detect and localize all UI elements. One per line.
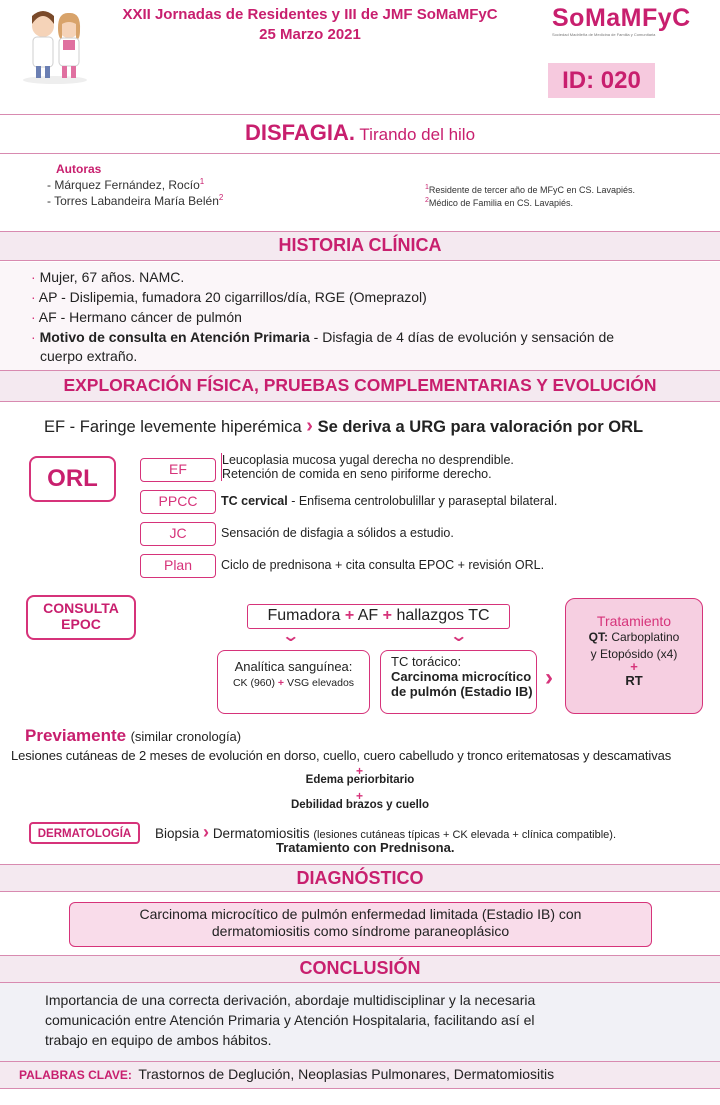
exploracion-title: EXPLORACIÓN FÍSICA, PRUEBAS COMPLEMENTARIAS Y EVOLUCIÓN xyxy=(63,375,657,395)
orl-tag-ppcc: PPCC xyxy=(140,490,216,514)
affiliation-2: $^2$Médico de Familia en CS. Lavapiés. xyxy=(425,197,573,208)
chevron-right-icon: › xyxy=(545,664,553,691)
author-2: - Torres Labandeira María Belén$^2$ xyxy=(47,193,224,208)
edema-text: Edema periorbitario xyxy=(305,774,415,786)
conclusion-title: CONCLUSIÓN xyxy=(299,958,421,978)
orl-tag-plan: Plan xyxy=(140,554,216,578)
orl-ef-text: Leucoplasia mucosa yugal derecha no desprendible. Retención de comida en seno piriforme derecho. xyxy=(222,453,514,481)
conclusion-line: trabajo en equipo de ambos hábitos. xyxy=(45,1032,272,1048)
chevron-right-icon: › xyxy=(306,415,313,437)
dermatologia-box: DERMATOLOGÍA xyxy=(29,822,140,844)
plus-sign: + xyxy=(356,764,364,778)
historia-motivo: · Motivo de consulta en Atención Primaria - Disfagia de 4 días de evolución y sensación de xyxy=(31,329,615,345)
chevron-down-icon: ⌄ xyxy=(449,628,469,645)
analitica-box: Analítica sanguínea: CK (960) + VSG elevados xyxy=(217,650,370,714)
consulta-epoc-box xyxy=(26,595,136,640)
ef-line: EF - Faringe levemente hiperémica › Se deriva a URG para valoración por ORL xyxy=(44,415,644,437)
historia-motivo-cont: cuerpo extraño. xyxy=(40,348,138,364)
fumadora-box: Fumadora + AF + hallazgos TC xyxy=(247,604,510,629)
orl-jc-text: Sensación de disfagia a sólidos a estudio. xyxy=(221,526,454,540)
previamente-title: Previamente (similar cronología) xyxy=(25,726,242,745)
logo-subtitle: Sociedad Madrileña de Medicina de Familia y Comunitaria xyxy=(552,32,656,37)
somamfyc-logo xyxy=(552,4,718,44)
doctors-illustration xyxy=(14,4,96,86)
header-title: XXII Jornadas de Residentes y III de JMF SoMaMFyC xyxy=(122,6,498,23)
historia-item: · AP - Dislipemia, fumadora 20 cigarrillos/día, RGE (Omeprazol) xyxy=(31,289,427,305)
epoc-label-2: EPOC xyxy=(61,616,101,632)
diagnostico-title: DIAGNÓSTICO xyxy=(296,868,424,888)
lesiones-text: Lesiones cutáneas de 2 meses de evolución en dorso, cuello, cuero cabelludo y tronco eritematosas y descamativas xyxy=(11,748,672,763)
title-sub: Tirando del hilo xyxy=(359,125,476,144)
derm-tratamiento: Tratamiento con Prednisona. xyxy=(276,840,455,855)
chevron-right-icon: › xyxy=(203,822,210,842)
debilidad-text: Debilidad brazos y cuello xyxy=(290,799,430,811)
orl-tag-jc: JC xyxy=(140,522,216,546)
tc-box: TC torácico: Carcinoma microcítico de pulmón (Estadio IB) xyxy=(380,650,537,714)
orl-box xyxy=(29,456,116,502)
orl-ppcc-text: TC cervical - Enfisema centrolobulillar y paraseptal bilateral. xyxy=(221,494,558,508)
author-1: - Márquez Fernández, Rocío$^1$ xyxy=(47,177,205,192)
tratamiento-box: Tratamiento QT: Carboplatino y Etopósido (x4) + RT xyxy=(565,598,703,714)
historia-item: · AF - Hermano cáncer de pulmón xyxy=(31,309,242,325)
divider xyxy=(0,153,720,154)
orl-tag-ef: EF xyxy=(140,458,216,482)
conclusion-line: comunicación entre Atención Primaria y Atención Hospitalaria, facilitando así el xyxy=(45,1012,535,1028)
epoc-label-1: CONSULTA xyxy=(43,600,119,616)
logo-text: SoMaMFyC xyxy=(552,4,691,32)
divider xyxy=(0,114,720,115)
authors-label: Autoras xyxy=(56,162,102,176)
id-badge xyxy=(548,63,655,98)
chevron-down-icon: ⌄ xyxy=(281,628,301,645)
historia-item: · Mujer, 67 años. NAMC. xyxy=(31,269,185,285)
id-label: ID: 020 xyxy=(562,67,641,94)
keywords-line: PALABRAS CLAVE: Trastornos de Deglución, Neoplasias Pulmonares, Dermatomiositis xyxy=(19,1066,555,1082)
derm-line: Biopsia › Dermatomiositis (lesiones cutáneas típicas + CK elevada + clínica compatible). xyxy=(155,822,617,842)
diagnostico-box: Carcinoma microcítico de pulmón enfermedad limitada (Estadio IB) con dermatomiositis como síndrome paraneoplásico xyxy=(69,902,652,947)
orl-label: ORL xyxy=(47,465,98,492)
orl-plan-text: Ciclo de prednisona + cita consulta EPOC + revisión ORL. xyxy=(221,558,545,572)
conclusion-line: Importancia de una correcta derivación, abordaje multidisciplinar y la necesaria xyxy=(45,992,536,1008)
header-date: 25 Marzo 2021 xyxy=(259,26,361,43)
title-main: DISFAGIA. xyxy=(244,120,355,145)
poster-title xyxy=(0,120,720,146)
historia-title: HISTORIA CLÍNICA xyxy=(278,235,442,255)
plus-sign: + xyxy=(356,789,364,803)
affiliation-1: $^1$Residente de tercer año de MFyC en CS. Lavapiés. xyxy=(425,184,636,195)
